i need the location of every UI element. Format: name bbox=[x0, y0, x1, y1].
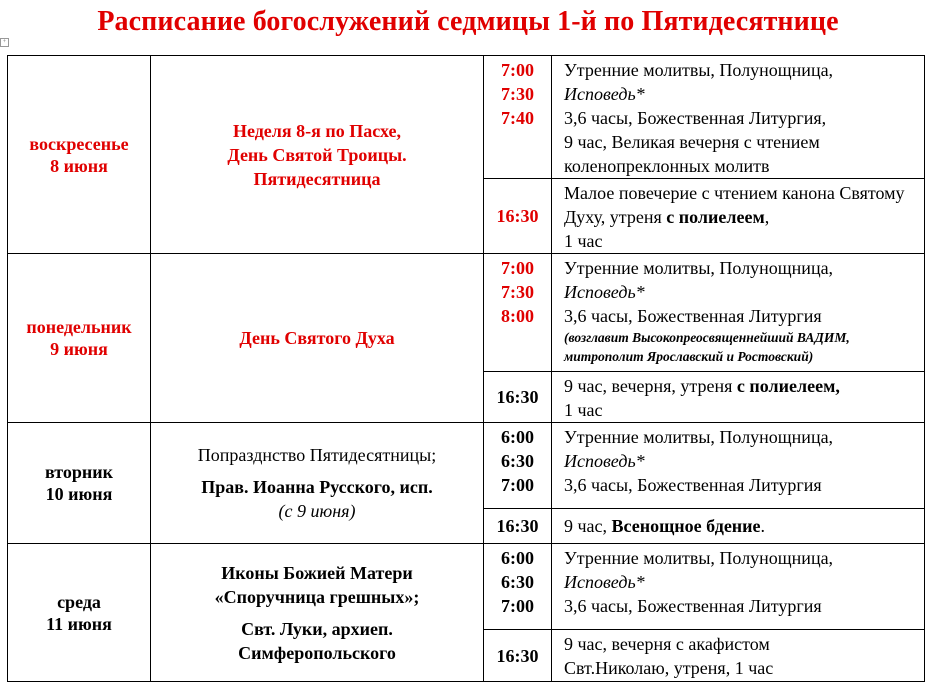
time-value: 6:30 bbox=[501, 572, 534, 592]
evening-time-sunday: 16:30 bbox=[484, 179, 552, 254]
time-value: 7:00 bbox=[501, 475, 534, 495]
evening-time-monday: 16:30 bbox=[484, 372, 552, 423]
feast-line: «Споручница грешных»; bbox=[214, 586, 420, 607]
table-row-tuesday-morning bbox=[8, 423, 925, 509]
day-cell-wednesday bbox=[8, 544, 151, 682]
service-line: 3,6 часы, Божественная Литургия bbox=[564, 596, 822, 616]
feast-cell-sunday bbox=[151, 56, 484, 254]
day-date: 9 июня bbox=[50, 339, 108, 359]
day-date: 10 июня bbox=[45, 484, 113, 504]
feast-cell-tuesday bbox=[151, 423, 484, 544]
confession-line: Исповедь* bbox=[564, 282, 645, 302]
service-note: (возглавит Высокопреосвященнейший ВАДИМ, bbox=[564, 330, 850, 345]
day-cell-monday bbox=[8, 254, 151, 423]
service-text: Малое повечерие с чтением канона Святому Духу, утреня bbox=[564, 183, 905, 227]
time-value: 7:30 bbox=[501, 282, 534, 302]
service-bold-text: Всенощное бдение bbox=[611, 516, 761, 536]
day-name: воскресенье bbox=[29, 133, 129, 154]
morning-times-monday bbox=[484, 254, 552, 372]
day-date: 11 июня bbox=[46, 613, 112, 634]
service-line: 3,6 часы, Божественная Литургия bbox=[564, 475, 822, 495]
day-cell-sunday bbox=[8, 56, 151, 254]
time-value: 7:00 bbox=[501, 258, 534, 278]
feast-line: Прав. Иоанна Русского, исп. bbox=[201, 477, 433, 497]
table-move-handle-icon[interactable]: + bbox=[0, 38, 9, 47]
confession-line: Исповедь* bbox=[564, 572, 645, 592]
feast-line: Пятидесятница bbox=[253, 168, 381, 189]
page-title: Расписание богослужений седмицы 1-й по Пятидесятнице bbox=[97, 6, 839, 37]
service-line: 9 час, вечерня с акафистом bbox=[564, 634, 770, 654]
service-line: Утренние молитвы, Полунощница, bbox=[564, 548, 834, 568]
evening-service-tuesday bbox=[552, 509, 925, 544]
evening-time-wednesday: 16:30 bbox=[484, 630, 552, 682]
service-line: 9 час, Великая вечерня с чтением bbox=[564, 132, 820, 152]
service-line: 3,6 часы, Божественная Литургия bbox=[564, 306, 822, 326]
feast-line: Иконы Божией Матери bbox=[221, 562, 413, 583]
service-text: . bbox=[760, 516, 766, 536]
evening-service-sunday bbox=[552, 179, 925, 254]
confession-line: Исповедь* bbox=[564, 84, 645, 104]
time-value: 6:30 bbox=[501, 451, 534, 471]
service-line: Утренние молитвы, Полунощница, bbox=[564, 258, 834, 278]
morning-services-sunday bbox=[552, 56, 925, 179]
day-cell-tuesday bbox=[8, 423, 151, 544]
time-value: 6:00 bbox=[501, 548, 534, 568]
evening-service-monday bbox=[552, 372, 925, 423]
morning-times-sunday bbox=[484, 56, 552, 179]
morning-times-wednesday bbox=[484, 544, 552, 630]
service-line: Утренние молитвы, Полунощница, bbox=[564, 427, 834, 447]
service-line: 1 час bbox=[564, 231, 603, 251]
service-line: коленопреклонных молитв bbox=[564, 156, 770, 176]
service-note: митрополит Ярославский и Ростовский) bbox=[564, 349, 814, 364]
feast-line: День Святого Духа bbox=[239, 328, 395, 348]
service-line: 1 час bbox=[564, 400, 603, 420]
feast-line: Неделя 8-я по Пасхе, bbox=[232, 120, 402, 141]
feast-cell-monday bbox=[151, 254, 484, 423]
feast-line: Свт. Луки, архиеп. bbox=[241, 618, 393, 639]
table-row-wednesday-morning bbox=[8, 544, 925, 630]
service-line: Утренние молитвы, Полунощница, bbox=[564, 60, 834, 80]
table-row-monday-morning bbox=[8, 254, 925, 372]
time-value: 7:00 bbox=[501, 596, 534, 616]
service-bold-text: с полиелеем, bbox=[736, 376, 840, 396]
feast-cell-wednesday bbox=[151, 544, 484, 682]
day-name: среда bbox=[57, 591, 101, 612]
day-name: вторник bbox=[44, 462, 113, 482]
feast-line: День Святой Троицы. bbox=[227, 144, 407, 165]
service-text: 9 час, вечерня, утреня bbox=[564, 376, 737, 396]
evening-service-wednesday bbox=[552, 630, 925, 682]
service-line: 3,6 часы, Божественная Литургия, bbox=[564, 108, 827, 128]
confession-line: Исповедь* bbox=[564, 451, 645, 471]
service-line: Свт.Николаю, утреня, 1 час bbox=[564, 658, 774, 678]
morning-services-wednesday bbox=[552, 544, 925, 630]
time-value: 7:00 bbox=[501, 60, 534, 80]
table-row-sunday-morning bbox=[8, 56, 925, 179]
feast-line: Симферопольского bbox=[238, 642, 396, 663]
feast-line: Попразднство Пятидесятницы; bbox=[197, 445, 437, 465]
time-value: 6:00 bbox=[501, 427, 534, 447]
day-name: понедельник bbox=[26, 317, 132, 337]
service-text: , bbox=[764, 207, 770, 227]
time-value: 7:40 bbox=[501, 108, 534, 128]
time-value: 7:30 bbox=[501, 84, 534, 104]
service-text: 9 час, bbox=[564, 516, 612, 536]
morning-times-tuesday bbox=[484, 423, 552, 509]
time-value: 8:00 bbox=[501, 306, 534, 326]
morning-services-tuesday bbox=[552, 423, 925, 509]
service-bold-text: с полиелеем bbox=[666, 207, 765, 227]
day-date: 8 июня bbox=[50, 155, 108, 176]
morning-services-monday bbox=[552, 254, 925, 372]
feast-line: (с 9 июня) bbox=[278, 501, 356, 521]
schedule-table bbox=[7, 55, 925, 682]
evening-time-tuesday: 16:30 bbox=[484, 509, 552, 544]
